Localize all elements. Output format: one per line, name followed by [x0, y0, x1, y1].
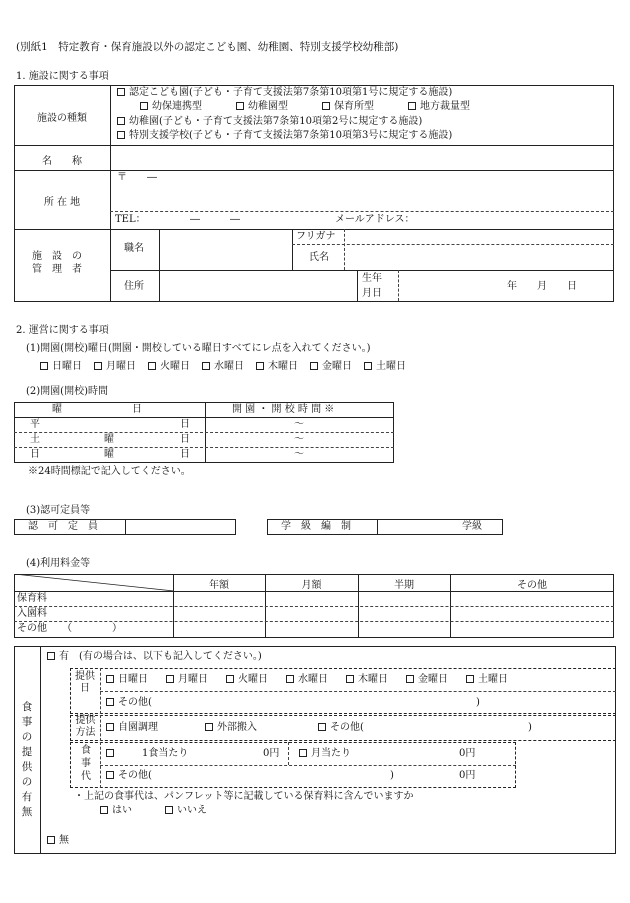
meal-days-list: [106, 674, 508, 686]
method-other[interactable]: その他(: [318, 722, 364, 734]
section2-title: 2. 運営に関する事項: [16, 325, 109, 336]
meal-day-other-close: ): [476, 697, 480, 708]
kodomoen-subtype-list: [140, 101, 470, 113]
job-title-label: 職名: [124, 243, 144, 254]
cost-per-month[interactable]: 月当たり: [299, 748, 351, 760]
option-kodomoen[interactable]: 認定こども園(子ども・子育て支援法第7条第10項第1号に規定する施設): [117, 87, 452, 99]
hours-sunday-field[interactable]: ～: [294, 449, 304, 460]
facility-name-label: 名 称: [42, 156, 82, 167]
hours-note: ※24時間標記で記入してください。: [28, 466, 191, 477]
day-fri[interactable]: 金曜日: [310, 361, 352, 372]
meal-day-tue[interactable]: 火曜日: [226, 674, 268, 685]
email-label: メールアドレス：: [335, 214, 415, 225]
postal-code-field[interactable]: 〒 ―: [117, 172, 157, 183]
class-label: 学 級 編 制: [281, 521, 351, 532]
option-yochien[interactable]: 幼稚園(子ども・子育て支援法第7条第10項第2号に規定する施設): [117, 116, 422, 128]
manager-address-field[interactable]: [161, 272, 355, 300]
fee-title: (4)利用料金等: [26, 558, 91, 569]
open-days-list: [40, 361, 406, 373]
tel-separator: ― ―: [190, 214, 240, 225]
meal-no-option[interactable]: 無: [47, 835, 69, 847]
cost-per-meal-yen: 0円: [263, 748, 280, 759]
hours-col-day: 曜 日: [52, 404, 142, 415]
day-sat[interactable]: 土曜日: [364, 361, 406, 372]
manager-address-label: 住所: [124, 281, 144, 292]
meal-provision-label: 食事の提供の有無: [21, 701, 33, 818]
subtype-hoikusho[interactable]: 保育所型: [322, 101, 374, 112]
fee-row-admission: 入園料: [17, 608, 47, 619]
method-own-kitchen[interactable]: 自園調理: [106, 722, 158, 734]
capacity-label: 認 可 定 員: [28, 521, 98, 532]
tel-label: TEL：: [115, 214, 146, 225]
hours-row-sun-b: 曜: [104, 449, 114, 460]
facility-name-field[interactable]: [112, 147, 612, 168]
fee-table-diagonal: [14, 574, 174, 591]
class-count-field[interactable]: 学級: [462, 521, 482, 532]
cost-per-month-yen: 0円: [459, 748, 476, 759]
job-title-field[interactable]: [161, 231, 290, 268]
hours-row-sat-a: 土: [30, 434, 40, 445]
day-mon[interactable]: 月曜日: [94, 361, 136, 372]
manager-label-2: 管 理 者: [32, 264, 82, 275]
hours-saturday-field[interactable]: ～: [294, 434, 304, 445]
meal-day-wed[interactable]: 水曜日: [286, 674, 328, 685]
meal-day-sun[interactable]: 日曜日: [106, 674, 148, 685]
cost-per-meal[interactable]: 1食当たり: [106, 748, 188, 760]
fee-col-year: 年額: [209, 580, 229, 591]
subtype-yochien[interactable]: 幼稚園型: [236, 101, 288, 112]
manager-name-field[interactable]: [346, 231, 612, 268]
cost-other-close: ): [390, 770, 394, 781]
form-header: (別紙1 特定教育・保育施設以外の認定こども園、幼稚園、特別支援学校幼稚部): [16, 41, 399, 53]
meal-method-label: 提供方法: [75, 715, 96, 738]
meal-yes-option[interactable]: 有 (有の場合は、以下も記入してください。): [47, 651, 262, 663]
manager-label-1: 施 設 の: [32, 251, 82, 262]
birth-label-2: 月日: [362, 288, 382, 299]
included-no[interactable]: いいえ: [165, 805, 207, 817]
hours-col-time: 開 園 ・ 開 校 時 間 ※: [232, 404, 335, 415]
option-tokubetsu-shien[interactable]: 特別支援学校(子ども・子育て支援法第7条第10項第3号に規定する施設): [117, 130, 452, 142]
section1-title: 1. 施設に関する事項: [16, 71, 109, 82]
address-label: 所 在 地: [43, 197, 81, 208]
method-other-close: ): [528, 722, 532, 733]
fee-col-half: 半期: [394, 580, 414, 591]
subtype-yohorenkei[interactable]: 幼保連携型: [140, 101, 202, 112]
fee-row-tuition: 保育料: [17, 593, 47, 604]
capacity-field[interactable]: [127, 520, 234, 534]
cost-other-yen: 0円: [459, 770, 476, 781]
hours-title: (2)開園(開校)時間: [26, 386, 108, 397]
hours-row-weekday-a: 平: [30, 419, 40, 430]
day-thu[interactable]: 木曜日: [256, 361, 298, 372]
meal-day-mon[interactable]: 月曜日: [166, 674, 208, 685]
included-question: ・上記の食事代は、パンフレット等に記載している保育料に含んでいますか: [74, 791, 414, 802]
meal-cost-label: 食事代: [81, 745, 91, 782]
fee-col-month: 月額: [301, 580, 322, 591]
day-sun[interactable]: 日曜日: [40, 361, 82, 372]
fee-col-other: その他: [517, 580, 547, 591]
subtype-chihou[interactable]: 地方裁量型: [408, 101, 470, 112]
birth-label-1: 生年: [362, 273, 382, 284]
hours-row-weekday-b: 日: [180, 419, 190, 430]
furigana-label: フリガナ: [296, 231, 336, 242]
meal-day-thu[interactable]: 木曜日: [346, 674, 388, 685]
facility-type-label: 施設の種類: [37, 113, 87, 124]
method-external[interactable]: 外部搬入: [205, 722, 257, 734]
open-days-question: (1)開園(開校)曜日(開園・開校している曜日すべてにレ点を入れてください。): [26, 343, 371, 354]
meal-day-fri[interactable]: 金曜日: [406, 674, 448, 685]
hours-weekday-field[interactable]: ～: [294, 419, 304, 430]
meal-day-sat[interactable]: 土曜日: [466, 674, 508, 685]
birth-date-field[interactable]: 年 月 日: [507, 281, 577, 292]
hours-row-sat-c: 日: [180, 434, 190, 445]
meal-day-other[interactable]: その他(: [106, 697, 152, 709]
hours-row-sun-a: 日: [30, 449, 40, 460]
fee-row-other: その他 （ ）: [17, 623, 122, 634]
checkbox[interactable]: [117, 88, 125, 96]
day-tue[interactable]: 火曜日: [148, 361, 190, 372]
hours-row-sun-c: 日: [180, 449, 190, 460]
day-wed[interactable]: 水曜日: [202, 361, 244, 372]
capacity-title: (3)認可定員等: [26, 505, 91, 516]
included-yes[interactable]: はい: [100, 805, 132, 817]
meal-day-label: 提供日: [75, 671, 95, 694]
cost-other[interactable]: その他(: [106, 770, 152, 782]
name-label: 氏名: [309, 252, 329, 263]
hours-row-sat-b: 曜: [104, 434, 114, 445]
